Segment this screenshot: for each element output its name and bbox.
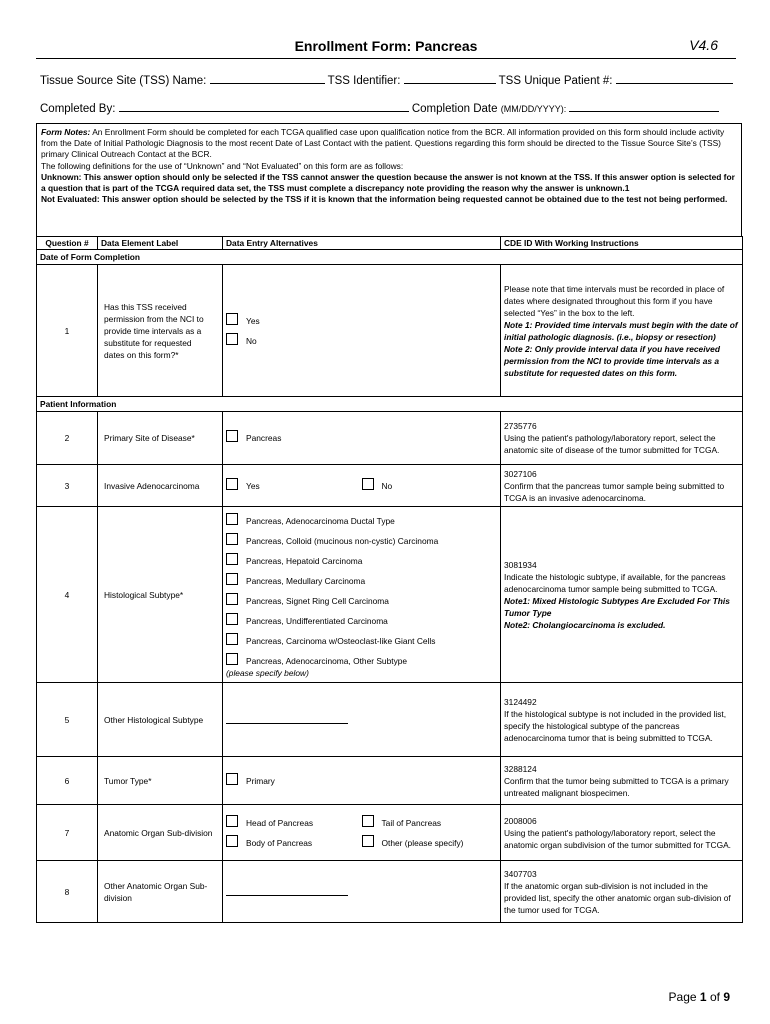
option-head [226, 813, 362, 833]
checkbox-icon[interactable] [226, 815, 238, 827]
checkbox-icon[interactable] [362, 478, 374, 490]
option-label: Pancreas, Colloid (mucinous non-cystic) Carcinoma [246, 535, 439, 546]
not-evaluated-definition: Not Evaluated: This answer option should be selected by the TSS if it is known that the information being requested cannot be obtained due to the test not being performed. [41, 194, 728, 205]
checkbox-icon[interactable] [226, 333, 238, 345]
cde-id: 2735776 [504, 421, 537, 431]
histologic-option [226, 591, 497, 611]
table-row [37, 412, 743, 465]
cde-text: Confirm that the pancreas tumor sample being submitted to TCGA is an invasive adenocarcinoma. [504, 480, 725, 503]
answer-options [223, 805, 501, 861]
option-label: Pancreas, Adenocarcinoma, Other Subtype [246, 655, 408, 666]
completed-by-field[interactable] [119, 99, 409, 112]
cde-note: Note 2: Only provide interval data if you have received permission from the NCI to provide time intervals as a substitute for requested dates on this form. [504, 343, 720, 378]
option-label: Body of Pancreas [246, 837, 313, 848]
header-cde: CDE ID With Working Instructions [501, 237, 743, 250]
question-number: 2 [37, 412, 98, 465]
question-number: 7 [37, 805, 98, 861]
answer-options [223, 265, 501, 397]
option-pancreas [226, 428, 497, 448]
option-label: Pancreas, Carcinoma w/Osteoclast-like Giant Cells [246, 635, 436, 646]
table-row [37, 861, 743, 923]
option-label: Yes [246, 315, 260, 326]
option-pair [226, 813, 497, 833]
table-row [37, 507, 743, 683]
cde-text: If the anatomic organ sub-division is not included in the provided list, specify the other anatomic organ sub-division of the tumor used for TCGA. [504, 880, 731, 915]
histologic-option [226, 511, 497, 531]
table-row [37, 265, 743, 397]
cde-text: Confirm that the tumor being submitted to TCGA is a primary untreated malignant biospecimen. [504, 775, 729, 798]
completion-date-field[interactable] [569, 99, 719, 112]
completed-by-label: Completed By: [40, 103, 116, 115]
checkbox-icon[interactable] [226, 835, 238, 847]
cde-instructions [501, 507, 743, 683]
histologic-option [226, 631, 497, 651]
section-date-of-form: Date of Form Completion [37, 250, 743, 265]
question-label: Other Histological Subtype [98, 683, 223, 757]
cde-id: 3124492 [504, 696, 537, 707]
option-yes [226, 476, 362, 496]
checkbox-icon[interactable] [226, 573, 238, 585]
form-version: V4.6 [689, 37, 718, 53]
cde-id: 3027106 [504, 468, 537, 479]
cde-instructions [501, 805, 743, 861]
option-no [362, 476, 498, 496]
option-label: Other (please specify) [381, 837, 464, 848]
header-alternatives: Data Entry Alternatives [223, 237, 501, 250]
option-body [226, 833, 362, 853]
cde-note: Note 1: Provided time intervals must begin with the date of initial pathologic diagnosis. (i.e., biopsy or resection) [504, 319, 738, 342]
answer-options [223, 683, 501, 757]
option-label: Pancreas, Adenocarcinoma Ductal Type [246, 515, 395, 526]
question-number: 8 [37, 861, 98, 923]
question-number: 5 [37, 683, 98, 757]
tss-name-field[interactable] [210, 71, 325, 84]
checkbox-icon[interactable] [226, 313, 238, 325]
cde-text: Using the patient's pathology/laboratory report, select the anatomic organ subdivision of the tumor submitted for TCGA. [504, 827, 732, 850]
question-label: Tumor Type* [98, 757, 223, 805]
histologic-option [226, 531, 497, 551]
checkbox-icon[interactable] [226, 653, 238, 665]
option-label: Pancreas, Hepatoid Carcinoma [246, 555, 363, 566]
option-label: Primary [246, 775, 275, 786]
form-title: Enrollment Form: Pancreas [294, 38, 478, 54]
tss-unique-patient-field[interactable] [616, 71, 733, 84]
question-number: 1 [37, 265, 98, 397]
form-notes-text: An Enrollment Form should be completed for each TCGA qualified case upon qualification notice from the BCR. All information provided on this form should include activity from the Date of Initial Pathologic Diagnosis to the most recent Date of Last Contact with the patient. Questions regarding this form should be directed to the Tissue Source Site’s (TSS) primary Clinical Outreach Contact at the BCR. [41, 127, 725, 160]
question-label: Primary Site of Disease* [98, 412, 223, 465]
cde-instructions [501, 861, 743, 923]
cde-instructions [501, 683, 743, 757]
cde-text: If the histological subtype is not included in the provided list, specify the histological subtype of the pancreas adenocarcinoma tumor that is being submitted to TCGA. [504, 708, 727, 743]
cde-text: Indicate the histologic subtype, if available, for the pancreas adenocarcinoma tumor sample being submitted to TCGA. [504, 571, 726, 594]
table-header-row [37, 237, 743, 250]
tss-identifier-label: TSS Identifier: [327, 75, 401, 87]
header-question: Question # [37, 237, 98, 250]
of-word: of [709, 990, 720, 1004]
table-row [37, 683, 743, 757]
question-label: Other Anatomic Organ Sub-division [98, 861, 223, 923]
form-notes-label: Form Notes: [41, 127, 91, 137]
cde-id: 3288124 [504, 763, 537, 774]
section-patient-info: Patient Information [37, 397, 743, 412]
cde-id: 2008006 [504, 815, 537, 826]
answer-options [223, 757, 501, 805]
page-number: 1 [699, 990, 707, 1004]
completion-line [40, 99, 719, 115]
cde-note: Note1: Mixed Histologic Subtypes Are Excluded For This Tumor Type [504, 595, 730, 618]
unknown-definition: Unknown: This answer option should only be selected if the TSS cannot answer the question because the answer is not known at the TSS. If this answer option is selected for a question that is part of the TCGA required data set, the TSS must complete a discrepancy note providing the reason why the answer is unknown.1 [41, 171, 735, 194]
checkbox-icon[interactable] [226, 773, 238, 785]
option-yes [226, 311, 497, 331]
option-label: Pancreas, Undifferentiated Carcinoma [246, 615, 388, 626]
answer-options [223, 412, 501, 465]
question-label: Anatomic Organ Sub-division [98, 805, 223, 861]
table-row [37, 465, 743, 507]
table-row [37, 805, 743, 861]
option-label: Pancreas [246, 433, 282, 443]
cde-instructions [501, 465, 743, 507]
question-number: 6 [37, 757, 98, 805]
form-notes-paragraph [41, 127, 737, 161]
header-label: Data Element Label [98, 237, 223, 250]
completion-date-format: (MM/DD/YYYY): [500, 104, 567, 114]
answer-options [223, 861, 501, 923]
tss-identifier-field[interactable] [404, 71, 496, 84]
option-label: No [246, 335, 257, 346]
option-label: Head of Pancreas [246, 817, 314, 828]
question-number: 3 [37, 465, 98, 507]
answer-options [223, 507, 501, 683]
section-row-patient [37, 397, 743, 412]
other-subdivision-field[interactable] [226, 885, 348, 896]
checkbox-icon[interactable] [226, 533, 238, 545]
option-primary [226, 771, 497, 791]
cde-text: Using the patient's pathology/laboratory report, select the anatomic site of disease of the tumor submitted for TCGA. [504, 433, 720, 455]
histologic-option [226, 571, 497, 591]
question-number: 4 [37, 507, 98, 683]
tss-info-line [40, 71, 733, 87]
form-notes [36, 123, 742, 237]
checkbox-icon[interactable] [362, 835, 374, 847]
checkbox-icon[interactable] [226, 430, 238, 442]
option-pair [226, 833, 497, 853]
histologic-option [226, 611, 497, 631]
cde-instructions [501, 757, 743, 805]
option-no [226, 331, 497, 351]
tss-name-label: Tissue Source Site (TSS) Name: [40, 75, 207, 87]
cde-note: Note2: Cholangiocarcinoma is excluded. [504, 619, 666, 630]
other-subtype-field[interactable] [226, 713, 348, 724]
cde-text: Please note that time intervals must be recorded in place of dates where designated throughout this form if you have selected “Yes” in the box to the left. [504, 283, 725, 318]
option-label: Pancreas, Medullary Carcinoma [246, 575, 366, 586]
question-label: Has this TSS received permission from the NCI to provide time intervals as a substitute for requested dates on this form?* [98, 265, 223, 397]
option-label: Tail of Pancreas [381, 817, 442, 828]
page-footer [669, 990, 730, 1004]
tss-unique-patient-label: TSS Unique Patient #: [498, 75, 613, 87]
checkbox-icon[interactable] [362, 815, 374, 827]
cde-id: 3407703 [504, 868, 537, 879]
option-pair [226, 476, 497, 496]
definitions-intro: The following definitions for the use of “Unknown” and “Not Evaluated” on this form are as follows: [41, 160, 404, 171]
option-label: Pancreas, Signet Ring Cell Carcinoma [246, 595, 389, 606]
completion-date-label: Completion Date [411, 103, 498, 115]
cde-instructions [501, 265, 743, 397]
option-tail [362, 813, 498, 833]
option-label: Yes [246, 480, 260, 491]
table-row [37, 757, 743, 805]
checkbox-icon[interactable] [226, 478, 238, 490]
checkbox-icon[interactable] [226, 633, 238, 645]
question-label: Invasive Adenocarcinoma [98, 465, 223, 507]
histologic-option [226, 551, 497, 571]
checkbox-icon[interactable] [226, 513, 238, 525]
section-row-date [37, 250, 743, 265]
answer-options [223, 465, 501, 507]
page-word: Page [668, 990, 697, 1004]
option-other [362, 833, 498, 853]
option-label: No [381, 480, 393, 491]
cde-instructions [501, 412, 743, 465]
checkbox-icon[interactable] [226, 613, 238, 625]
title-bar [36, 38, 736, 59]
checkbox-icon[interactable] [226, 593, 238, 605]
question-label: Histological Subtype* [98, 507, 223, 683]
page-total: 9 [723, 990, 730, 1004]
checkbox-icon[interactable] [226, 553, 238, 565]
data-element-table [36, 236, 743, 923]
specify-note: (please specify below) [226, 667, 309, 678]
cde-id: 3081934 [504, 559, 537, 570]
